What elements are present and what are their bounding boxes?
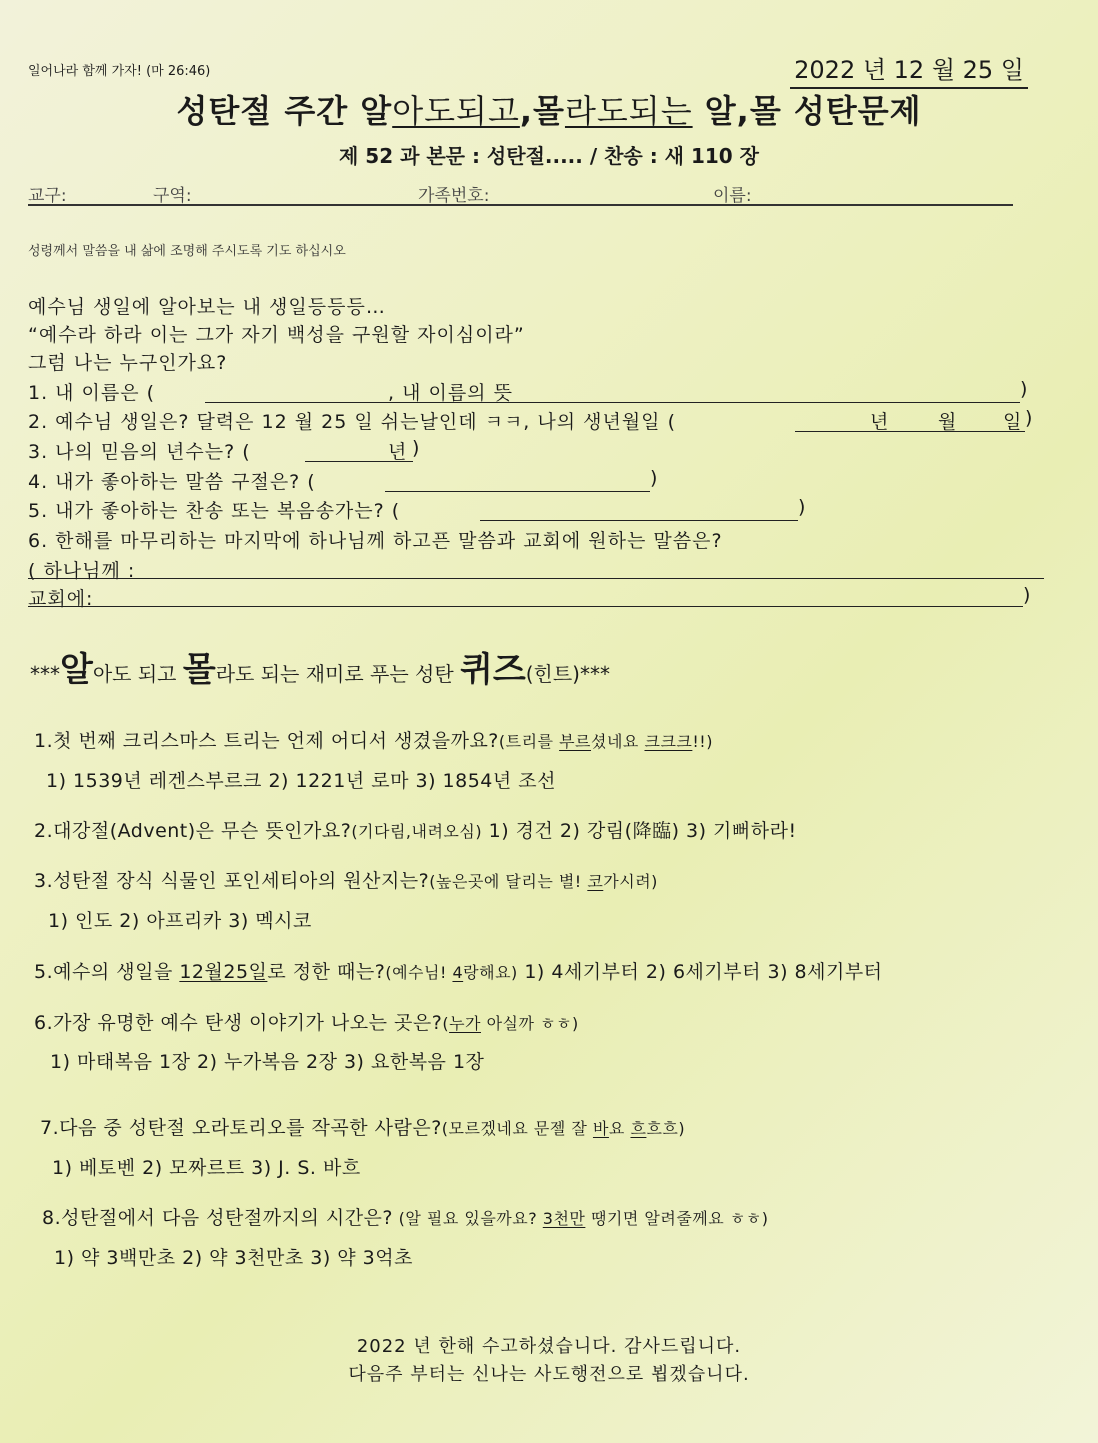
birth-year-label: 년	[870, 411, 890, 433]
birth-month-label: 월	[938, 411, 958, 433]
to-god-label: ( 하나님께 :	[28, 560, 136, 582]
question-3: 3. 나의 믿음의 년수는? (	[28, 441, 251, 463]
name-meaning-label: , 내 이름의 뜻	[388, 382, 513, 404]
quiz-options-1: 1) 1539년 레겐스부르크 2) 1221년 로마 3) 1854년 조선	[46, 770, 556, 792]
birthdate-blank[interactable]	[795, 431, 1025, 432]
quiz-question-5: 5.예수의 생일을 12월25일로 정한 때는?(예수님! 4랑해요) 1) 4세기부터 2) 6세기부터 3) 8세기부터	[34, 961, 883, 983]
quiz-question-7: 7.다음 중 성탄절 오라토리오를 작곡한 사람은?(모르겠네요 문젤 잘 바요 흐흐흐)	[40, 1117, 686, 1139]
birth-day-label: 일	[1003, 411, 1023, 433]
question-2: 2. 예수님 생일은? 달력은 12 월 25 일 쉬는날인데 ㅋㅋ, 나의 생년월일 (	[28, 411, 676, 433]
quiz-options-6: 1) 마태복음 1장 2) 누가복음 2장 3) 요한복음 1장	[50, 1051, 485, 1073]
favorite-verse-blank[interactable]	[385, 491, 650, 492]
intro-line-3: 그럼 나는 누구인가요?	[28, 352, 228, 374]
faith-years-unit: 년	[388, 441, 408, 463]
name-blank[interactable]	[205, 402, 1020, 403]
intro-line-1: 예수님 생일에 알아보는 내 생일등등등…	[28, 296, 386, 318]
info-line	[28, 178, 1013, 206]
intro-line-2: “예수라 하라 이는 그가 자기 백성을 구원할 자이심이라”	[28, 324, 525, 346]
question-6: 6. 한해를 마무리하는 마지막에 하나님께 하고픈 말씀과 교회에 원하는 말씀은?	[28, 530, 723, 552]
quiz-heading: ***알아도 되고 몰라도 되는 재미로 푸는 성탄 퀴즈(힌트)***	[30, 650, 610, 690]
q6-close: )	[1023, 584, 1032, 606]
title-part: 알,몰 성탄문제	[692, 92, 922, 130]
q3-close: )	[412, 437, 421, 459]
district-label: 구역:	[153, 186, 192, 206]
footer-line-2: 다음주 부터는 신나는 사도행전으로 뵙겠습니다.	[348, 1364, 750, 1385]
footer-line-1: 2022 년 한해 수고하셨습니다. 감사드립니다.	[356, 1336, 742, 1357]
family-number-label: 가족번호:	[418, 186, 490, 206]
church-label: 교구:	[28, 186, 67, 206]
question-4: 4. 내가 좋아하는 말씀 구절은? (	[28, 471, 316, 493]
to-god-blank[interactable]	[28, 578, 1044, 579]
q1-close: )	[1020, 378, 1029, 400]
motto: 일어나라 함께 가자! (마 26:46)	[28, 64, 211, 79]
title-part: 성탄절 주간 알	[176, 92, 393, 130]
prayer-instruction: 성령께서 말씀을 내 삶에 조명해 주시도록 기도 하십시오	[28, 244, 346, 259]
q4-close: )	[650, 467, 659, 489]
question-5: 5. 내가 좋아하는 찬송 또는 복음송가는? (	[28, 500, 401, 522]
quiz-question-2: 2.대강절(Advent)은 무슨 뜻인가요?(기다림,내려오심) 1) 경건 2) 강림(降臨) 3) 기뻐하라!	[34, 820, 797, 842]
worksheet-date: 2022 년 12 월 25 일	[790, 50, 1028, 89]
title-part: ,몰	[519, 92, 565, 130]
name-label: 이름:	[713, 186, 752, 206]
page-title	[0, 86, 1098, 132]
quiz-question-1: 1.첫 번째 크리스마스 트리는 언제 어디서 생겼을까요?(트리를 부르셨네요 크크크!!)	[34, 730, 713, 752]
q2-close: )	[1025, 407, 1034, 429]
title-underlined-part: 라도되는	[564, 92, 693, 130]
q5-close: )	[798, 496, 807, 518]
quiz-options-7: 1) 베토벤 2) 모짜르트 3) J. S. 바흐	[52, 1157, 361, 1179]
lesson-subtitle: 제 52 과 본문 : 성탄절..... / 찬송 : 새 110 장	[339, 144, 759, 168]
quiz-question-8: 8.성탄절에서 다음 성탄절까지의 시간은? (알 필요 있을까요? 3천만 땡기면 알려줄께요 ㅎㅎ)	[42, 1207, 769, 1229]
to-church-blank[interactable]	[28, 606, 1023, 607]
to-church-label: 교회에:	[28, 588, 94, 610]
favorite-hymn-blank[interactable]	[480, 520, 798, 521]
quiz-question-6: 6.가장 유명한 예수 탄생 이야기가 나오는 곳은?(누가 아실까 ㅎㅎ)	[34, 1012, 579, 1034]
question-1: 1. 내 이름은 (	[28, 382, 156, 404]
quiz-options-3: 1) 인도 2) 아프리카 3) 멕시코	[48, 910, 312, 932]
quiz-question-3: 3.성탄절 장식 식물인 포인세티아의 원산지는?(높은곳에 달리는 별! 코가시려)	[34, 870, 658, 892]
title-underlined-part: 아도되고	[392, 92, 520, 130]
quiz-options-8: 1) 약 3백만초 2) 약 3천만초 3) 약 3억초	[54, 1247, 413, 1269]
